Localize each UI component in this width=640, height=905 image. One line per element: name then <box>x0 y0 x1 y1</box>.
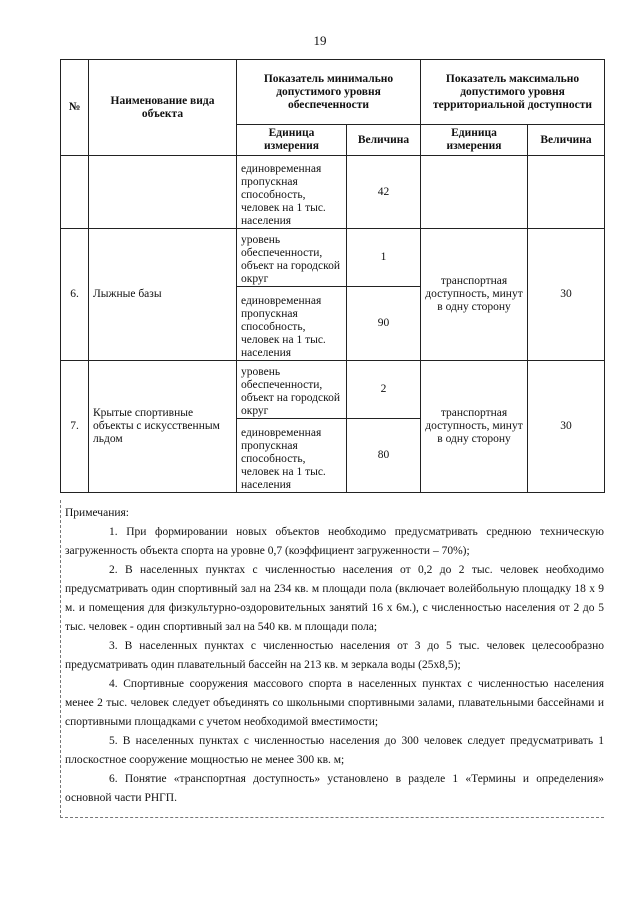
note-item: 3. В населенных пунктах с численностью населения от 3 до 5 тыс. человек целесообразно предусматривать один плавательный бассейн на 213 кв. м зеркала воды (25х8,5); <box>65 640 604 671</box>
header-num: № <box>61 60 89 156</box>
header-max-unit: Единица измерения <box>421 125 528 156</box>
cell-num: 7. <box>61 361 89 493</box>
header-max-group: Показатель максимально допустимого уровня территориальной доступности <box>421 60 605 125</box>
cell-min-unit: уровень обеспеченности, объект на городской округ <box>237 361 347 419</box>
cell-min-unit: единовременная пропускная способность, человек на 1 тыс. населения <box>237 287 347 361</box>
header-row <box>61 60 605 125</box>
header-min-value: Величина <box>347 125 421 156</box>
cell-name: Лыжные базы <box>89 229 237 361</box>
note-item: 1. При формировании новых объектов необходимо предусматривать среднюю техническую загруженность объекта спорта на уровне 0,7 (коэффициент загруженности – 70%); <box>65 526 604 557</box>
header-min-unit: Единица измерения <box>237 125 347 156</box>
cell-max-value <box>528 156 605 229</box>
cell-max-unit <box>421 156 528 229</box>
cell-min-value: 2 <box>347 361 421 419</box>
cell-max-value: 30 <box>528 361 605 493</box>
table-row <box>61 361 605 419</box>
cell-min-unit: единовременная пропускная способность, человек на 1 тыс. населения <box>237 156 347 229</box>
header-min-group: Показатель минимально допустимого уровня обеспеченности <box>237 60 421 125</box>
cell-min-value: 42 <box>347 156 421 229</box>
cell-name <box>89 156 237 229</box>
table-row <box>61 156 605 229</box>
cell-min-value: 80 <box>347 419 421 493</box>
header-max-value: Величина <box>528 125 605 156</box>
table-row <box>61 229 605 287</box>
cell-max-unit: транспортная доступность, минут в одну сторону <box>421 361 528 493</box>
cell-min-unit: единовременная пропускная способность, человек на 1 тыс. населения <box>237 419 347 493</box>
cell-min-value: 1 <box>347 229 421 287</box>
note-item: 5. В населенных пунктах с численностью населения до 300 человек следует предусматривать 1 плоскостное сооружение мощностью не менее 300 кв. м; <box>65 735 604 766</box>
cell-num: 6. <box>61 229 89 361</box>
page-number: 19 <box>313 33 327 48</box>
cell-max-value: 30 <box>528 229 605 361</box>
note-item: 6. Понятие «транспортная доступность» установлено в разделе 1 «Термины и определения» основной части РНГП. <box>65 773 604 804</box>
notes-section <box>60 500 604 818</box>
notes-title: Примечания: <box>65 507 129 519</box>
cell-min-value: 90 <box>347 287 421 361</box>
note-item: 4. Спортивные сооружения массового спорта в населенных пунктах с численностью населения менее 2 тыс. человек следует объединять со школьными спортивными залами, плавательными бассейнами и спортивными площадками с учетом необходимой вместимости; <box>65 678 604 728</box>
note-item: 2. В населенных пунктах с численностью населения от 0,2 до 2 тыс. человек необходимо предусматривать один спортивный зал на 234 кв. м площади пола (включает волейбольную площадку 18 х 9 м. и помещения для физкультурно-оздоровительных занятий 16 х 6м.), с численностью населения от 2 до 5 тыс. человек - один спортивный зал на 540 кв. м площади пола; <box>65 564 604 633</box>
cell-min-unit: уровень обеспеченности, объект на городской округ <box>237 229 347 287</box>
cell-num <box>61 156 89 229</box>
header-name: Наименование вида объекта <box>89 60 237 156</box>
cell-max-unit: транспортная доступность, минут в одну сторону <box>421 229 528 361</box>
cell-name: Крытые спортивные объекты с искусственным льдом <box>89 361 237 493</box>
standards-table <box>60 59 605 493</box>
